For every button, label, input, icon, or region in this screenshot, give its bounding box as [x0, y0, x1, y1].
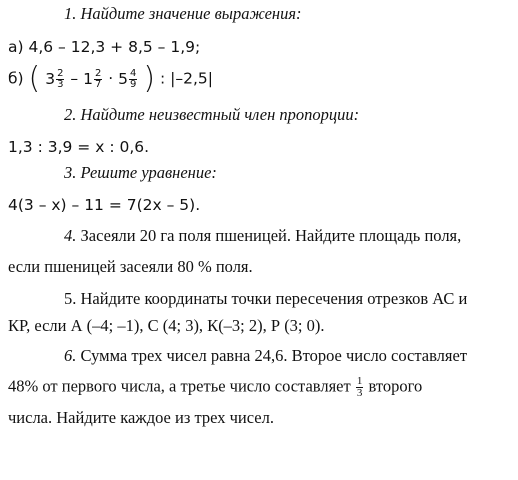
whole-2: 1: [83, 70, 93, 88]
whole-1: 3: [45, 70, 56, 88]
task4-line1: [64, 226, 461, 246]
fraction-2-denominator: 7: [94, 78, 102, 90]
fraction-1-numerator: 2: [57, 67, 64, 79]
task2-title: 2. Найдите неизвестный член пропорции:: [64, 105, 360, 124]
task1-expression-a: а) 4,6 – 12,3 + 8,5 – 1,9;: [8, 38, 201, 56]
task2-expression: 1,3 : 3,9 = x : 0,6.: [8, 138, 150, 156]
task1-b-tail: : |–2,5|: [159, 69, 213, 88]
fraction-3-denominator: 9: [130, 78, 137, 90]
fraction-1: [56, 69, 64, 90]
fraction-3: [129, 69, 137, 90]
task6-fraction: [356, 376, 364, 399]
task6-line3: числа. Найдите каждое из трех чисел.: [8, 408, 274, 427]
task1-b-prefix: б): [8, 69, 29, 88]
task6-text-1: Сумма трех чисел равна 24,6. Второе число составляет: [76, 346, 468, 365]
task4-number: 4.: [64, 226, 77, 245]
task6-fraction-denominator: 3: [356, 387, 363, 399]
task5-line2: КР, если А (–4; –1), С (4; 3), К(–3; 2), Р (3; 0).: [8, 316, 325, 335]
dot-sign: ·: [108, 69, 119, 88]
task6-line1: [64, 346, 467, 366]
task5-line1: 5. Найдите координаты точки пересечения отрезков АС и: [64, 289, 468, 308]
mixed-number-2: [83, 69, 103, 90]
fraction-2-numerator: 2: [94, 67, 102, 79]
fraction-1-denominator: 3: [57, 78, 64, 90]
minus-sign: –: [70, 69, 84, 88]
task4-line2: если пшеницей засеяли 80 % поля.: [8, 257, 253, 276]
task3-title: 3. Решите уравнение:: [64, 163, 217, 182]
close-paren: ): [143, 61, 156, 96]
task1-title: 1. Найдите значение выражения:: [64, 4, 302, 23]
task4-text-1: Засеяли 20 га поля пшеницей. Найдите площадь поля,: [76, 226, 462, 245]
whole-3: 5: [118, 70, 128, 88]
task1-expression-b: [8, 61, 213, 96]
mixed-number-3: [118, 69, 138, 90]
task6-fraction-numerator: 1: [356, 375, 363, 387]
task6-line2: [8, 376, 422, 399]
task6-number: 6.: [64, 346, 77, 365]
task6-text-2b: второго: [364, 376, 423, 396]
mixed-number-1: [45, 69, 65, 90]
fraction-2: [94, 69, 102, 90]
task3-expression: 4(3 – x) – 11 = 7(2x – 5).: [8, 196, 201, 214]
open-paren: (: [28, 61, 41, 96]
fraction-3-numerator: 4: [130, 67, 137, 79]
task6-text-2a: 48% от первого числа, а третье число составляет: [8, 376, 355, 396]
